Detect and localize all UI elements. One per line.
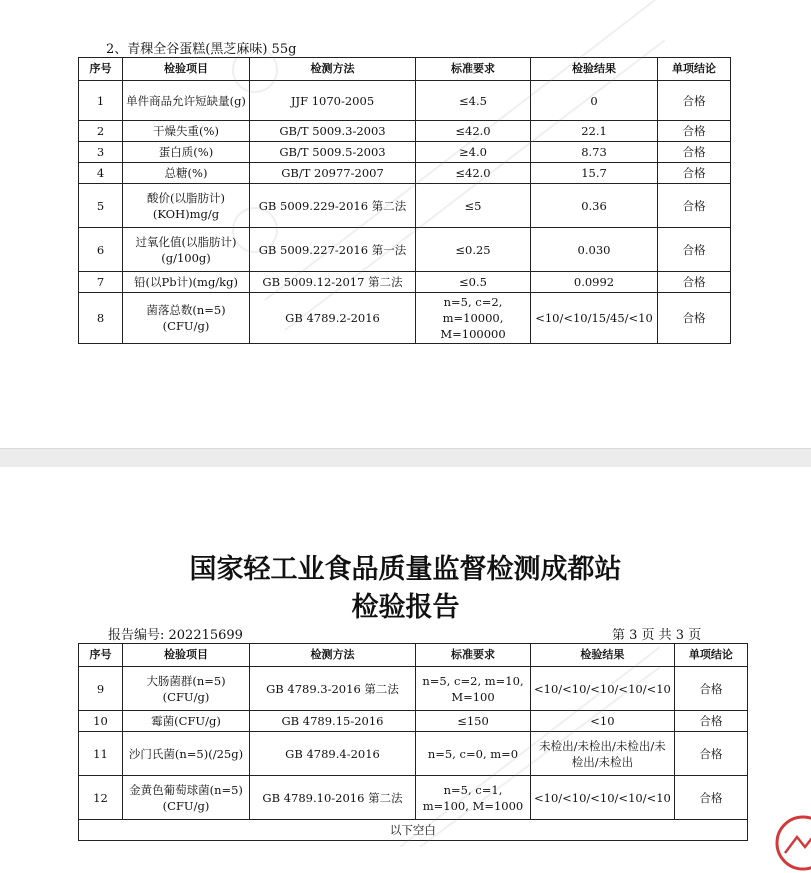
cell-verdict: 合格 [658, 272, 731, 293]
cell-method: GB 4789.2-2016 [250, 293, 416, 344]
cell-no: 2 [79, 121, 123, 142]
cell-verdict: 合格 [674, 776, 747, 820]
cell-requirement: ≤0.25 [416, 228, 531, 272]
cell-method: GB/T 20977-2007 [250, 163, 416, 184]
table-header-row [79, 58, 731, 81]
cell-method: GB 4789.15-2016 [250, 711, 416, 732]
cell-no: 9 [79, 667, 123, 711]
cell-no: 4 [79, 163, 123, 184]
cell-result: <10/<10/<10/<10/<10 [531, 776, 675, 820]
cell-no: 8 [79, 293, 123, 344]
cell-item: 过氧化值(以脂肪计)(g/100g) [123, 228, 250, 272]
header-method: 检测方法 [250, 58, 416, 81]
header-method: 检测方法 [250, 644, 416, 667]
cell-result: <10/<10/15/45/<10 [531, 293, 658, 344]
table-row [79, 667, 748, 711]
cell-result: 8.73 [531, 142, 658, 163]
results-table-page2 [78, 643, 748, 841]
cell-item: 总糖(%) [123, 163, 250, 184]
header-item: 检验项目 [123, 58, 250, 81]
cell-no: 1 [79, 81, 123, 121]
cell-verdict: 合格 [658, 163, 731, 184]
cell-requirement: ≤42.0 [416, 121, 531, 142]
cell-requirement: ≤150 [416, 711, 531, 732]
header-result: 检验结果 [531, 58, 658, 81]
report-number: 报告编号: 202215699 [108, 628, 243, 643]
cell-requirement: n=5, c=1, m=100, M=1000 [416, 776, 531, 820]
report-page-3 [0, 467, 811, 850]
table-row [79, 732, 748, 776]
cell-requirement: n=5, c=0, m=0 [416, 732, 531, 776]
table-row [79, 711, 748, 732]
cell-verdict: 合格 [674, 711, 747, 732]
cell-method: GB 5009.12-2017 第二法 [250, 272, 416, 293]
cell-item: 霉菌(CFU/g) [123, 711, 250, 732]
page-gap [0, 448, 811, 468]
cell-no: 6 [79, 228, 123, 272]
cell-method: GB 4789.10-2016 第二法 [250, 776, 416, 820]
blank-below-note: 以下空白 [79, 820, 748, 841]
document-title: 检验报告 [351, 592, 460, 623]
header-result: 检验结果 [531, 644, 675, 667]
product-section-title: 2、青稞全谷蛋糕(黑芝麻味) 55g [106, 42, 297, 57]
table-row [79, 272, 731, 293]
cell-verdict: 合格 [658, 81, 731, 121]
cell-verdict: 合格 [658, 293, 731, 344]
table-row [79, 184, 731, 228]
cell-item: 金黄色葡萄球菌(n=5)(CFU/g) [123, 776, 250, 820]
cell-no: 12 [79, 776, 123, 820]
cell-verdict: 合格 [658, 228, 731, 272]
cell-result: 22.1 [531, 121, 658, 142]
cell-verdict: 合格 [658, 121, 731, 142]
cell-requirement: ≤0.5 [416, 272, 531, 293]
cell-requirement: n=5, c=2, m=10, M=100 [416, 667, 531, 711]
header-no: 序号 [79, 644, 123, 667]
table-row [79, 163, 731, 184]
cell-method: JJF 1070-2005 [250, 81, 416, 121]
header-item: 检验项目 [123, 644, 250, 667]
header-requirement: 标准要求 [416, 644, 531, 667]
table-row [79, 293, 731, 344]
cell-result: 0.030 [531, 228, 658, 272]
cell-method: GB 5009.227-2016 第一法 [250, 228, 416, 272]
cell-item: 蛋白质(%) [123, 142, 250, 163]
table-row [79, 776, 748, 820]
cell-no: 10 [79, 711, 123, 732]
cell-item: 干燥失重(%) [123, 121, 250, 142]
cell-result: 0.0992 [531, 272, 658, 293]
results-table-page1 [78, 57, 731, 344]
table-row [79, 121, 731, 142]
footer-row [79, 820, 748, 841]
cell-method: GB 5009.229-2016 第二法 [250, 184, 416, 228]
cell-method: GB/T 5009.3-2003 [250, 121, 416, 142]
cell-no: 5 [79, 184, 123, 228]
cell-item: 铅(以Pb计)(mg/kg) [123, 272, 250, 293]
cell-item: 酸价(以脂肪计)(KOH)mg/g [123, 184, 250, 228]
cell-result: 未检出/未检出/未检出/未检出/未检出 [531, 732, 675, 776]
cell-method: GB/T 5009.5-2003 [250, 142, 416, 163]
cell-result: <10/<10/<10/<10/<10 [531, 667, 675, 711]
page-indicator: 第 3 页 共 3 页 [612, 628, 702, 643]
cell-result: 0.36 [531, 184, 658, 228]
cell-result: 15.7 [531, 163, 658, 184]
cell-result: <10 [531, 711, 675, 732]
table-row [79, 81, 731, 121]
cell-item: 大肠菌群(n=5)(CFU/g) [123, 667, 250, 711]
cell-method: GB 4789.4-2016 [250, 732, 416, 776]
cell-result: 0 [531, 81, 658, 121]
header-verdict: 单项结论 [674, 644, 747, 667]
header-verdict: 单项结论 [658, 58, 731, 81]
cell-no: 11 [79, 732, 123, 776]
table-row [79, 228, 731, 272]
table-row [79, 142, 731, 163]
cell-requirement: ≤42.0 [416, 163, 531, 184]
red-seal-icon [773, 813, 811, 873]
cell-item: 单件商品允许短缺量(g) [123, 81, 250, 121]
table-header-row [79, 644, 748, 667]
organization-title: 国家轻工业食品质量监督检测成都站 [189, 554, 622, 585]
cell-verdict: 合格 [674, 732, 747, 776]
cell-item: 菌落总数(n=5)(CFU/g) [123, 293, 250, 344]
cell-no: 7 [79, 272, 123, 293]
cell-verdict: 合格 [658, 184, 731, 228]
cell-requirement: n=5, c=2, m=10000, M=100000 [416, 293, 531, 344]
cell-requirement: ≤5 [416, 184, 531, 228]
cell-item: 沙门氏菌(n=5)(/25g) [123, 732, 250, 776]
cell-method: GB 4789.3-2016 第二法 [250, 667, 416, 711]
cell-verdict: 合格 [658, 142, 731, 163]
header-requirement: 标准要求 [416, 58, 531, 81]
cell-requirement: ≤4.5 [416, 81, 531, 121]
cell-verdict: 合格 [674, 667, 747, 711]
cell-requirement: ≥4.0 [416, 142, 531, 163]
cell-no: 3 [79, 142, 123, 163]
header-no: 序号 [79, 58, 123, 81]
